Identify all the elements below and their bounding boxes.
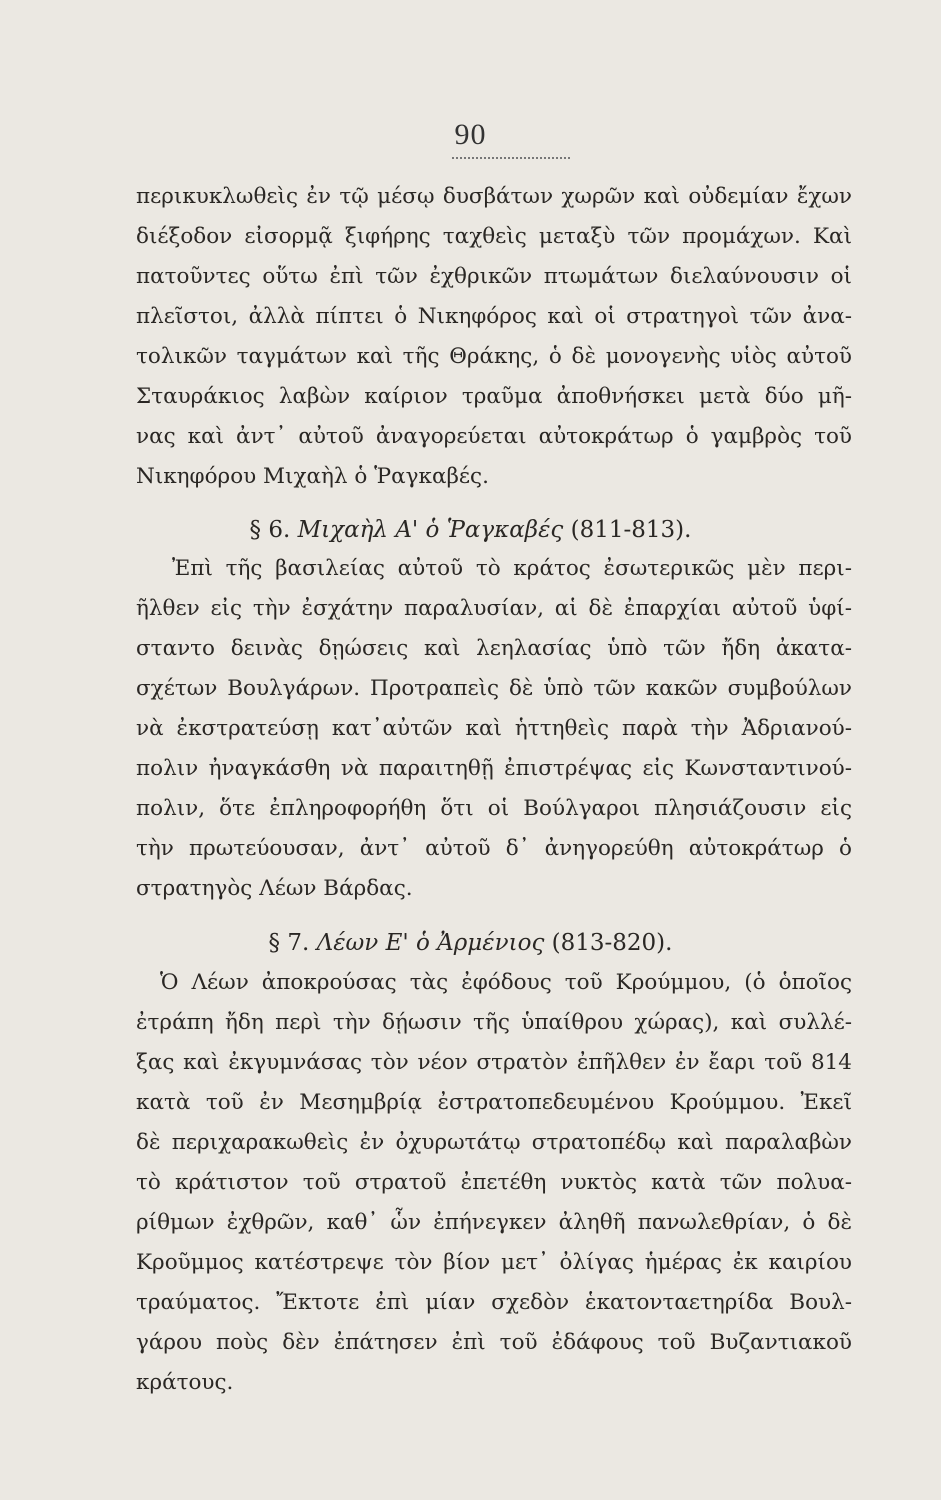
text-line: τὸ κράτιστον τοῦ στρατοῦ ἐπετέθη νυκτὸς κατὰ τῶν πολυα-: [136, 1170, 852, 1195]
section-number: § 6.: [249, 517, 291, 543]
text-line: ρίθμων ἐχθρῶν, καθ᾿ ὧν ἐπήνεγκεν ἀληθῆ πανωλεθρίαν, ὁ δὲ: [136, 1210, 852, 1235]
text-line: κράτους.: [136, 1370, 234, 1395]
section-dates: (813-820).: [551, 930, 673, 956]
header-rule: [452, 157, 570, 159]
section-heading-7: [0, 930, 941, 956]
text-line: δὲ περιχαρακωθεὶς ἐν ὀχυρωτάτῳ στρατοπέδῳ καὶ παραλαβὼν: [136, 1130, 852, 1155]
text-line: Σταυράκιος λαβὼν καίριον τραῦμα ἀποθνήσκει μετὰ δύο μῆ-: [136, 384, 852, 409]
text-line: σχέτων Βουλγάρων. Προτραπεὶς δὲ ὑπὸ τῶν κακῶν συμβούλων: [136, 676, 852, 701]
text-line: τὴν πρωτεύουσαν, ἀντ᾿ αὐτοῦ δ᾿ ἀνηγορεύθη αὐτοκράτωρ ὁ: [136, 836, 852, 861]
section-dates: (811-813).: [570, 517, 692, 543]
text-line: Κροῦμμος κατέστρεψε τὸν βίον μετ᾿ ὀλίγας ἡμέρας ἐκ καιρίου: [136, 1250, 852, 1275]
text-line: γάρου ποὺς δὲν ἐπάτησεν ἐπὶ τοῦ ἐδάφους τοῦ Βυζαντιακοῦ: [136, 1330, 852, 1355]
text-line: Ἐπὶ τῆς βασιλείας αὐτοῦ τὸ κράτος ἐσωτερικῶς μὲν περι-: [172, 556, 852, 581]
section-title: Μιχαὴλ Α' ὁ Ῥαγκαβές: [297, 517, 564, 543]
text-line: ῆλθεν εἰς τὴν ἐσχάτην παραλυσίαν, αἱ δὲ ἐπαρχίαι αὐτοῦ ὑφί-: [136, 596, 852, 621]
text-line: πολιν, ὅτε ἐπληροφορήθη ὅτι οἱ Βούλγαροι πλησιάζουσιν εἰς: [136, 796, 852, 821]
text-line: περικυκλωθεὶς ἐν τῷ μέσῳ δυσβάτων χωρῶν καὶ οὐδεμίαν ἔχων: [136, 184, 852, 209]
text-line: Ὁ Λέων ἀποκρούσας τὰς ἐφόδους τοῦ Κρούμμου, (ὁ ὁποῖος: [160, 970, 852, 995]
text-line: τραύματος. Ἔκτοτε ἐπὶ μίαν σχεδὸν ἑκατονταετηρίδα Βουλ-: [136, 1290, 852, 1315]
text-line: σταντο δεινὰς δῃώσεις καὶ λεηλασίας ὑπὸ τῶν ἤδη ἀκατα-: [136, 636, 852, 661]
section-title: Λέων Ε' ὁ Ἀρμένιος: [316, 930, 545, 956]
text-line: ἐτράπη ἤδη περὶ τὴν δῄωσιν τῆς ὑπαίθρου χώρας), καὶ συλλέ-: [136, 1010, 852, 1035]
text-line: πολιν ἠναγκάσθη νὰ παραιτηθῇ ἐπιστρέψας εἰς Κωνσταντινού-: [136, 756, 852, 781]
section-heading-6: [0, 517, 941, 543]
text-line: Νικηφόρου Μιχαὴλ ὁ Ῥαγκαβές.: [136, 464, 489, 489]
section-number: § 7.: [268, 930, 310, 956]
text-line: τολικῶν ταγμάτων καὶ τῆς Θράκης, ὁ δὲ μονογενὴς υἱὸς αὐτοῦ: [136, 344, 852, 369]
text-line: στρατηγὸς Λέων Βάρδας.: [136, 876, 413, 901]
text-line: ξας καὶ ἐκγυμνάσας τὸν νέον στρατὸν ἐπῆλθεν ἐν ἔαρι τοῦ 814: [136, 1050, 852, 1075]
text-line: νας καὶ ἀντ᾿ αὐτοῦ ἀναγορεύεται αὐτοκράτωρ ὁ γαμβρὸς τοῦ: [136, 424, 852, 449]
text-line: νὰ ἐκστρατεύσῃ κατ᾿αὐτῶν καὶ ἡττηθεὶς παρὰ τὴν Ἀδριανού-: [136, 716, 852, 741]
text-line: πλεῖστοι, ἀλλὰ πίπτει ὁ Νικηφόρος καὶ οἱ στρατηγοὶ τῶν ἀνα-: [136, 304, 852, 329]
text-line: κατὰ τοῦ ἐν Μεσημβρίᾳ ἐστρατοπεδευμένου Κρούμμου. Ἐκεῖ: [136, 1090, 852, 1115]
text-line: πατοῦντες οὕτω ἐπὶ τῶν ἐχθρικῶν πτωμάτων διελαύνουσιν οἱ: [136, 264, 852, 289]
page-number: 90: [454, 118, 487, 151]
text-line: διέξοδον εἰσορμᾷ ξιφήρης ταχθεὶς μεταξὺ τῶν προμάχων. Καὶ: [136, 224, 852, 249]
